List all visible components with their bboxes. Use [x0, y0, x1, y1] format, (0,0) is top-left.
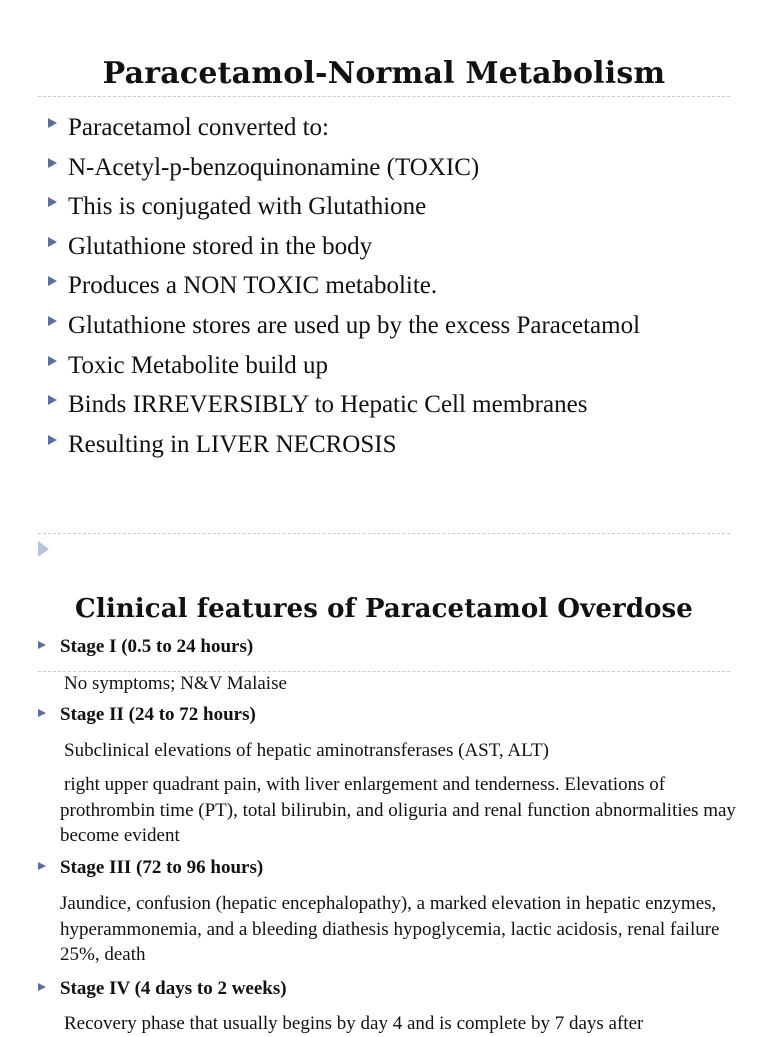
bullet-triangle-icon — [48, 276, 57, 286]
stage-4-heading — [38, 978, 287, 1000]
stage-2-heading — [38, 704, 256, 726]
bullet-item — [48, 425, 640, 465]
title-divider — [38, 96, 730, 97]
slide-clinical-features — [0, 512, 768, 1034]
bullet-triangle-icon — [48, 356, 57, 366]
stage-2-text-1: Subclinical elevations of hepatic aminotransferases (AST, ALT) — [64, 740, 549, 761]
bullet-text: Paracetamol converted to: — [68, 114, 329, 141]
bullet-text: Glutathione stores are used up by the excess Paracetamol — [68, 311, 641, 339]
bullet-triangle-icon — [38, 709, 46, 717]
bullet-triangle-icon — [48, 237, 57, 247]
bullet-triangle-icon — [48, 435, 57, 445]
stage-1-text: No symptoms; N&V Malaise — [64, 673, 287, 694]
stage-2-heading-text: Stage II (24 to 72 hours) — [60, 704, 256, 725]
bullet-text: N-Acetyl-p-benzoquinonamine (TOXIC) — [68, 153, 480, 181]
bullet-item — [48, 108, 640, 148]
stage-1-heading-text: Stage I (0.5 to 24 hours) — [60, 636, 254, 657]
decorative-arrow-icon — [38, 541, 49, 557]
stage-2-text-2: right upper quadrant pain, with liver enlargement and tenderness. Elevations of prothrombin time (PT), total bilirubin, and oliguria and renal function abnormalities may become evident — [60, 774, 736, 846]
bullet-item — [48, 266, 640, 306]
bullet-item — [48, 187, 640, 227]
bullet-triangle-icon — [38, 862, 46, 870]
bullet-text: This is conjugated with Glutathione — [68, 193, 427, 221]
bullet-item — [48, 385, 640, 425]
bullet-triangle-icon — [48, 118, 57, 128]
stage-4-heading-text: Stage IV (4 days to 2 weeks) — [60, 978, 287, 999]
stage-3-text: Jaundice, confusion (hepatic encephalopathy), a marked elevation in hepatic enzymes, hyperammonemia, and a bleeding diathesis hypoglycemia, lactic acidosis, renal failure 25%, death — [60, 893, 720, 965]
slide-title: Paracetamol-Normal Metabolism — [102, 56, 666, 91]
stage-3-heading-text: Stage III (72 to 96 hours) — [60, 857, 264, 878]
bullet-list — [48, 108, 640, 464]
slide-title: Clinical features of Paracetamol Overdose — [75, 594, 693, 624]
bullet-text: Resulting in LIVER NECROSIS — [68, 430, 397, 458]
bullet-item — [48, 346, 640, 386]
bullet-item — [48, 227, 640, 267]
bullet-item — [48, 148, 640, 188]
bullet-text: Toxic Metabolite build up — [68, 351, 329, 379]
bullet-triangle-icon — [48, 395, 57, 405]
bullet-triangle-icon — [38, 983, 46, 991]
bullet-triangle-icon — [38, 641, 46, 649]
stage-4-text: Recovery phase that usually begins by day 4 and is complete by 7 days after — [64, 1013, 644, 1034]
stage-3-heading — [38, 857, 263, 879]
slide-separator — [38, 533, 730, 534]
stage-1-heading — [38, 636, 253, 658]
bullet-text: Produces a NON TOXIC metabolite. — [68, 272, 438, 300]
bullet-text: Glutathione stored in the body — [68, 232, 373, 260]
bullet-triangle-icon — [48, 158, 57, 168]
bullet-triangle-icon — [48, 316, 57, 326]
bullet-item — [48, 306, 640, 346]
slide-metabolism — [0, 0, 768, 512]
bullet-text: Binds IRREVERSIBLY to Hepatic Cell membranes — [68, 391, 588, 419]
bullet-triangle-icon — [48, 197, 57, 207]
